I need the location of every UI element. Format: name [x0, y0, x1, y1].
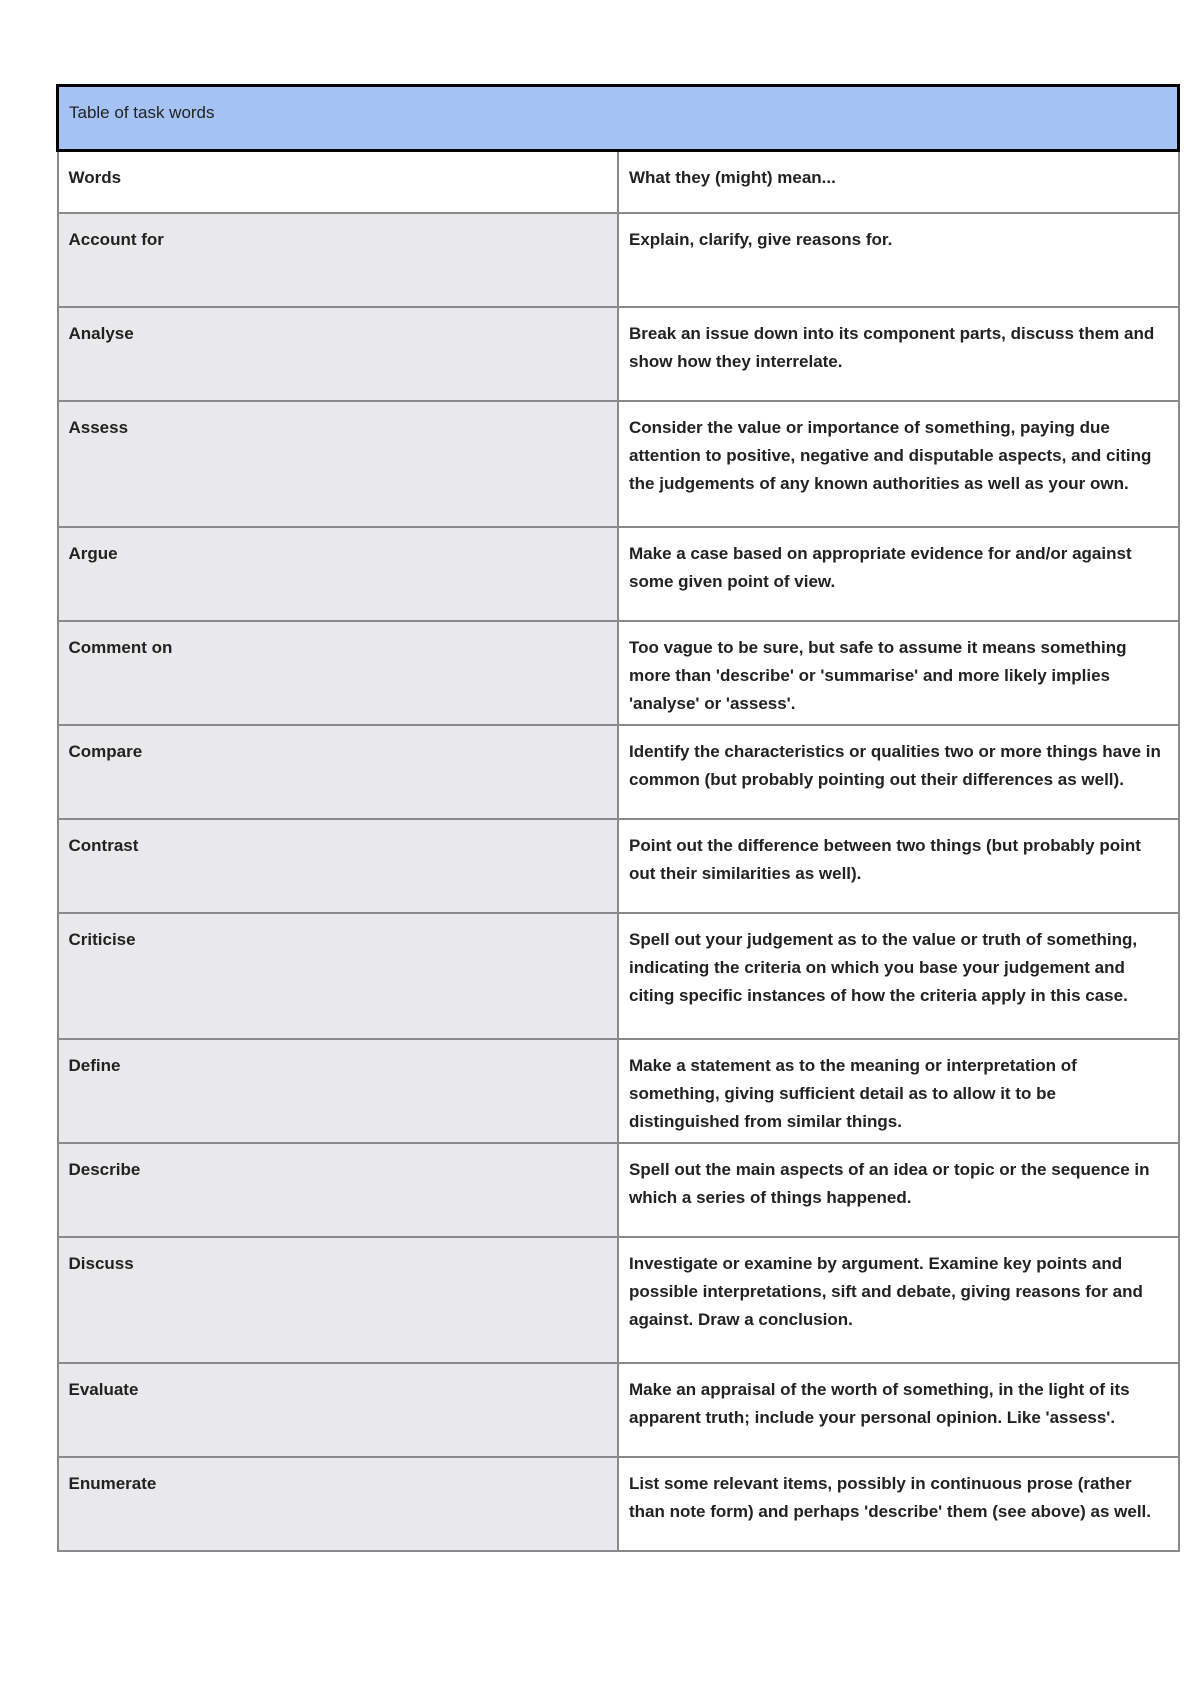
table-row [58, 307, 1179, 401]
task-meaning: Make an appraisal of the worth of something, in the light of its apparent truth; include your personal opinion. Like 'assess'. [618, 1363, 1179, 1457]
task-word: Compare [58, 725, 619, 819]
task-meaning: Make a statement as to the meaning or interpretation of something, giving sufficient detail as to allow it to be distinguished from similar things. [618, 1039, 1179, 1143]
task-word: Evaluate [58, 1363, 619, 1457]
table-row [58, 913, 1179, 1039]
task-word: Discuss [58, 1237, 619, 1363]
table-row [58, 725, 1179, 819]
header-words: Words [58, 151, 619, 214]
table-row [58, 1363, 1179, 1457]
table-row [58, 213, 1179, 307]
task-word: Criticise [58, 913, 619, 1039]
task-word: Analyse [58, 307, 619, 401]
table-row [58, 1237, 1179, 1363]
table-header-row [58, 151, 1179, 214]
table-title: Table of task words [58, 86, 1179, 151]
task-words-table [56, 84, 1180, 1552]
task-word: Contrast [58, 819, 619, 913]
task-meaning: Break an issue down into its component parts, discuss them and show how they interrelate. [618, 307, 1179, 401]
task-meaning: Investigate or examine by argument. Examine key points and possible interpretations, sift and debate, giving reasons for and against. Draw a conclusion. [618, 1237, 1179, 1363]
table-row [58, 1143, 1179, 1237]
table-row [58, 819, 1179, 913]
table-row [58, 1457, 1179, 1551]
task-word: Enumerate [58, 1457, 619, 1551]
task-meaning: Identify the characteristics or qualities two or more things have in common (but probably pointing out their differences as well). [618, 725, 1179, 819]
task-meaning: Spell out your judgement as to the value or truth of something, indicating the criteria on which you base your judgement and citing specific instances of how the criteria apply in this case. [618, 913, 1179, 1039]
task-meaning: Explain, clarify, give reasons for. [618, 213, 1179, 307]
task-word: Argue [58, 527, 619, 621]
task-word: Account for [58, 213, 619, 307]
task-meaning: Consider the value or importance of something, paying due attention to positive, negative and disputable aspects, and citing the judgements of any known authorities as well as your own. [618, 401, 1179, 527]
table-row [58, 621, 1179, 725]
task-word: Comment on [58, 621, 619, 725]
task-meaning: Make a case based on appropriate evidence for and/or against some given point of view. [618, 527, 1179, 621]
task-meaning: Too vague to be sure, but safe to assume it means something more than 'describe' or 'summarise' and more likely implies 'analyse' or 'assess'. [618, 621, 1179, 725]
task-word: Define [58, 1039, 619, 1143]
header-meaning: What they (might) mean... [618, 151, 1179, 214]
table-row [58, 401, 1179, 527]
task-meaning: Point out the difference between two things (but probably point out their similarities as well). [618, 819, 1179, 913]
task-word: Describe [58, 1143, 619, 1237]
task-meaning: List some relevant items, possibly in continuous prose (rather than note form) and perhaps 'describe' them (see above) as well. [618, 1457, 1179, 1551]
table-row [58, 1039, 1179, 1143]
table-row [58, 527, 1179, 621]
table-title-row [58, 86, 1179, 151]
task-word: Assess [58, 401, 619, 527]
task-meaning: Spell out the main aspects of an idea or topic or the sequence in which a series of things happened. [618, 1143, 1179, 1237]
